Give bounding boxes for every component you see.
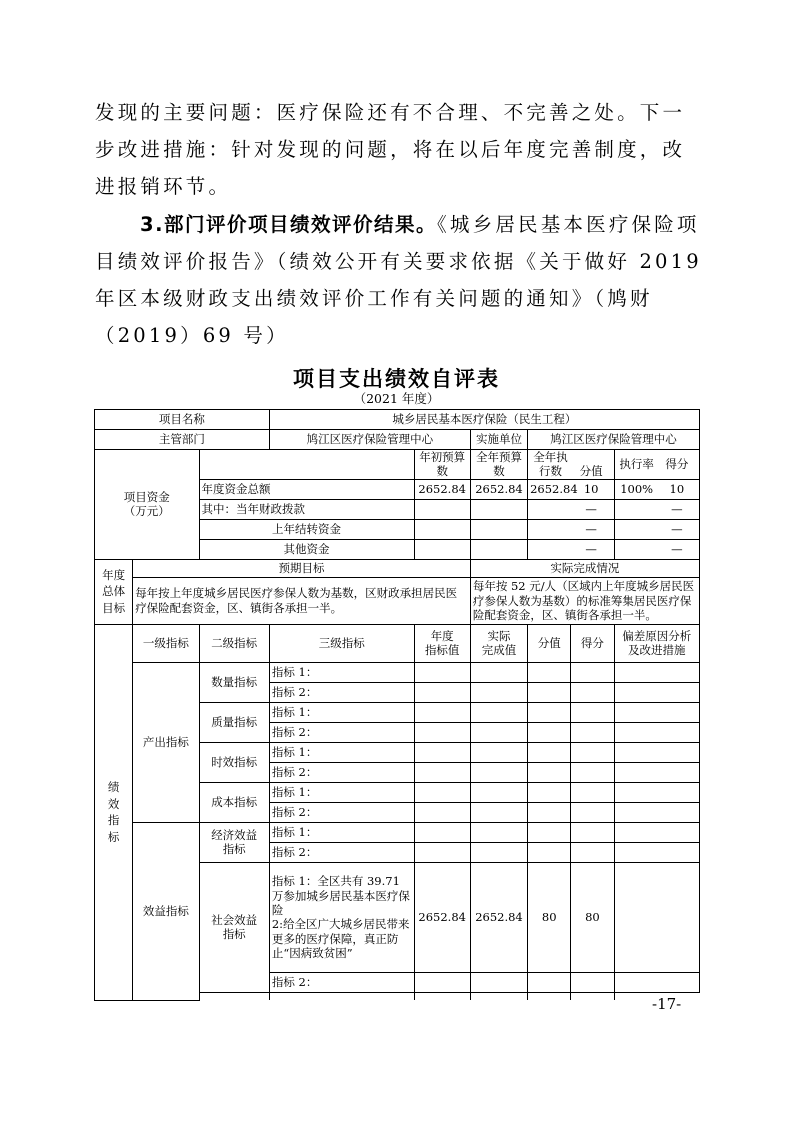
indicator-row: 指标 2： [269, 682, 414, 702]
funds-score-value: — [585, 502, 597, 517]
funds-header: 全年预算数 [470, 450, 527, 480]
goal-expected: 每年按上年度城乡居民医疗参保人数为基数，区财政承担居民医疗保险配套资金，区、镇街各承担一半。 [133, 577, 471, 624]
funds-cell [528, 519, 614, 539]
header-level2: 二级指标 [199, 624, 269, 662]
funds-cell [614, 479, 699, 499]
perf-indicators-label: 绩 效 指 标 [95, 624, 133, 1000]
funds-cell [614, 519, 699, 539]
funds-cell [528, 539, 614, 559]
indicator-row: 指标 2： [269, 842, 414, 862]
impl-value: 鸠江区医疗保险管理中心 [528, 430, 700, 450]
funds-row-label: 上年结转资金 [199, 519, 414, 539]
funds-header-executed: 全年执行数 [533, 450, 568, 479]
social-target: 2652.84 [414, 862, 470, 972]
performance-table [94, 409, 700, 1001]
funds-header-score-value: 分值 [579, 464, 603, 479]
header-actual: 实际 完成值 [470, 624, 527, 662]
output-indicators-label: 产出指标 [133, 662, 199, 822]
header-level3: 三级指标 [269, 624, 414, 662]
funds-header-score: 得分 [665, 457, 689, 472]
funds-score: 10 [669, 482, 685, 497]
impl-label: 实施单位 [470, 430, 527, 450]
table-title: 项目支出绩效自评表 [293, 367, 500, 391]
funds-cell [414, 519, 470, 539]
funds-score-value: — [585, 522, 597, 537]
dept-value: 鸠江区医疗保险管理中心 [269, 430, 470, 450]
funds-cell [528, 499, 614, 519]
funds-cell [414, 539, 470, 559]
header-score: 得分 [571, 624, 614, 662]
social-analysis [614, 862, 699, 972]
social-indicator-label: 社会效益 指标 [199, 862, 269, 992]
social-indicator-text: 指标 1：全区共有 39.71 万参加城乡居民基本医疗保险 2:给全区广大城乡居民带来更多的医疗保障，真正防止“因病致贫困” [269, 862, 414, 972]
funds-executed: 2652.84 [530, 482, 578, 497]
funds-cell [528, 479, 614, 499]
dept-label: 主管部门 [95, 430, 270, 450]
funds-row-label: 其他资金 [199, 539, 414, 559]
funds-label: 项目资金 （万元） [95, 450, 200, 560]
section-heading: 3.部门评价项目绩效评价结果。 [140, 213, 437, 236]
funds-score: — [671, 522, 683, 537]
funds-cell [614, 499, 699, 519]
funds-score: — [671, 502, 683, 517]
funds-cell [470, 499, 527, 519]
table-year: （2021 年度） [353, 391, 440, 406]
annual-goal-label: 年度 总体 目标 [95, 559, 133, 624]
indicator-row: 指标 1： [269, 742, 414, 762]
funds-score: — [671, 542, 683, 557]
funds-row-label: 其中：当年财政拨款 [199, 499, 414, 519]
goal-actual: 每年按 52 元/人（区域内上年度城乡居民医疗参保人数为基数）的标准筹集居民医疗保险配套资金，区、镇街各承担一半。 [470, 577, 699, 624]
funds-header-rate: 执行率 [619, 457, 654, 472]
header-level1: 一级指标 [133, 624, 199, 662]
indicator-row: 指标 2： [269, 972, 414, 992]
indicator-row: 指标 2： [269, 722, 414, 742]
economic-indicator-label: 经济效益 指标 [199, 822, 269, 862]
social-actual: 2652.84 [470, 862, 527, 972]
goal-actual-label: 实际完成情况 [470, 559, 699, 577]
funds-header: 年初预算数 [414, 450, 470, 480]
indicator-row: 指标 2： [269, 762, 414, 782]
funds-cell [470, 539, 527, 559]
social-score: 80 [571, 862, 614, 972]
funds-cell: 2652.84 [470, 479, 527, 499]
paragraph-problems: 发现的主要问题：医疗保险还有不合理、不完善之处。下一步改进措施：针对发现的问题，将在以后年度完善制度，改进报销环节。 [95, 101, 686, 198]
indicator-row: 指标 1： [269, 662, 414, 682]
funds-header-blank [199, 450, 414, 480]
funds-row-label: 年度资金总额 [199, 479, 414, 499]
funds-cell: 2652.84 [414, 479, 470, 499]
header-target: 年度 指标值 [414, 624, 470, 662]
funds-cell [414, 499, 470, 519]
header-score-value: 分值 [528, 624, 571, 662]
funds-cell [614, 539, 699, 559]
project-name: 城乡居民基本医疗保险（民生工程） [269, 410, 699, 430]
funds-score-value: — [585, 542, 597, 557]
funds-header [614, 450, 699, 480]
indicator-row: 指标 1： [269, 822, 414, 842]
indicator-row: 指标 1： [269, 702, 414, 722]
indicator-row: 指标 2： [269, 802, 414, 822]
timeliness-indicator-label: 时效指标 [199, 742, 269, 782]
funds-score-value: 10 [583, 482, 599, 497]
project-name-label: 项目名称 [95, 410, 270, 430]
page-number: -17- [652, 995, 682, 1013]
funds-cell [470, 519, 527, 539]
indicator-row: 指标 1： [269, 782, 414, 802]
header-analysis: 偏差原因分析 及改进措施 [614, 624, 699, 662]
funds-rate: 100% [620, 482, 654, 497]
social-score-value: 80 [528, 862, 571, 972]
paragraph-evaluation-result [95, 206, 705, 354]
cost-indicator-label: 成本指标 [199, 782, 269, 822]
goal-expected-label: 预期目标 [133, 559, 471, 577]
quantity-indicator-label: 数量指标 [199, 662, 269, 702]
section-body: 《城乡居民基本医疗保险项目绩效评价报告》（绩效公开有关要求依据《关于做好 2019 年区本级财政支出绩效评价工作有关问题的通知》（鸠财（2019）69 号） [95, 213, 702, 347]
funds-header [528, 450, 614, 480]
quality-indicator-label: 质量指标 [199, 702, 269, 742]
benefit-indicators-label: 效益指标 [133, 822, 199, 1000]
